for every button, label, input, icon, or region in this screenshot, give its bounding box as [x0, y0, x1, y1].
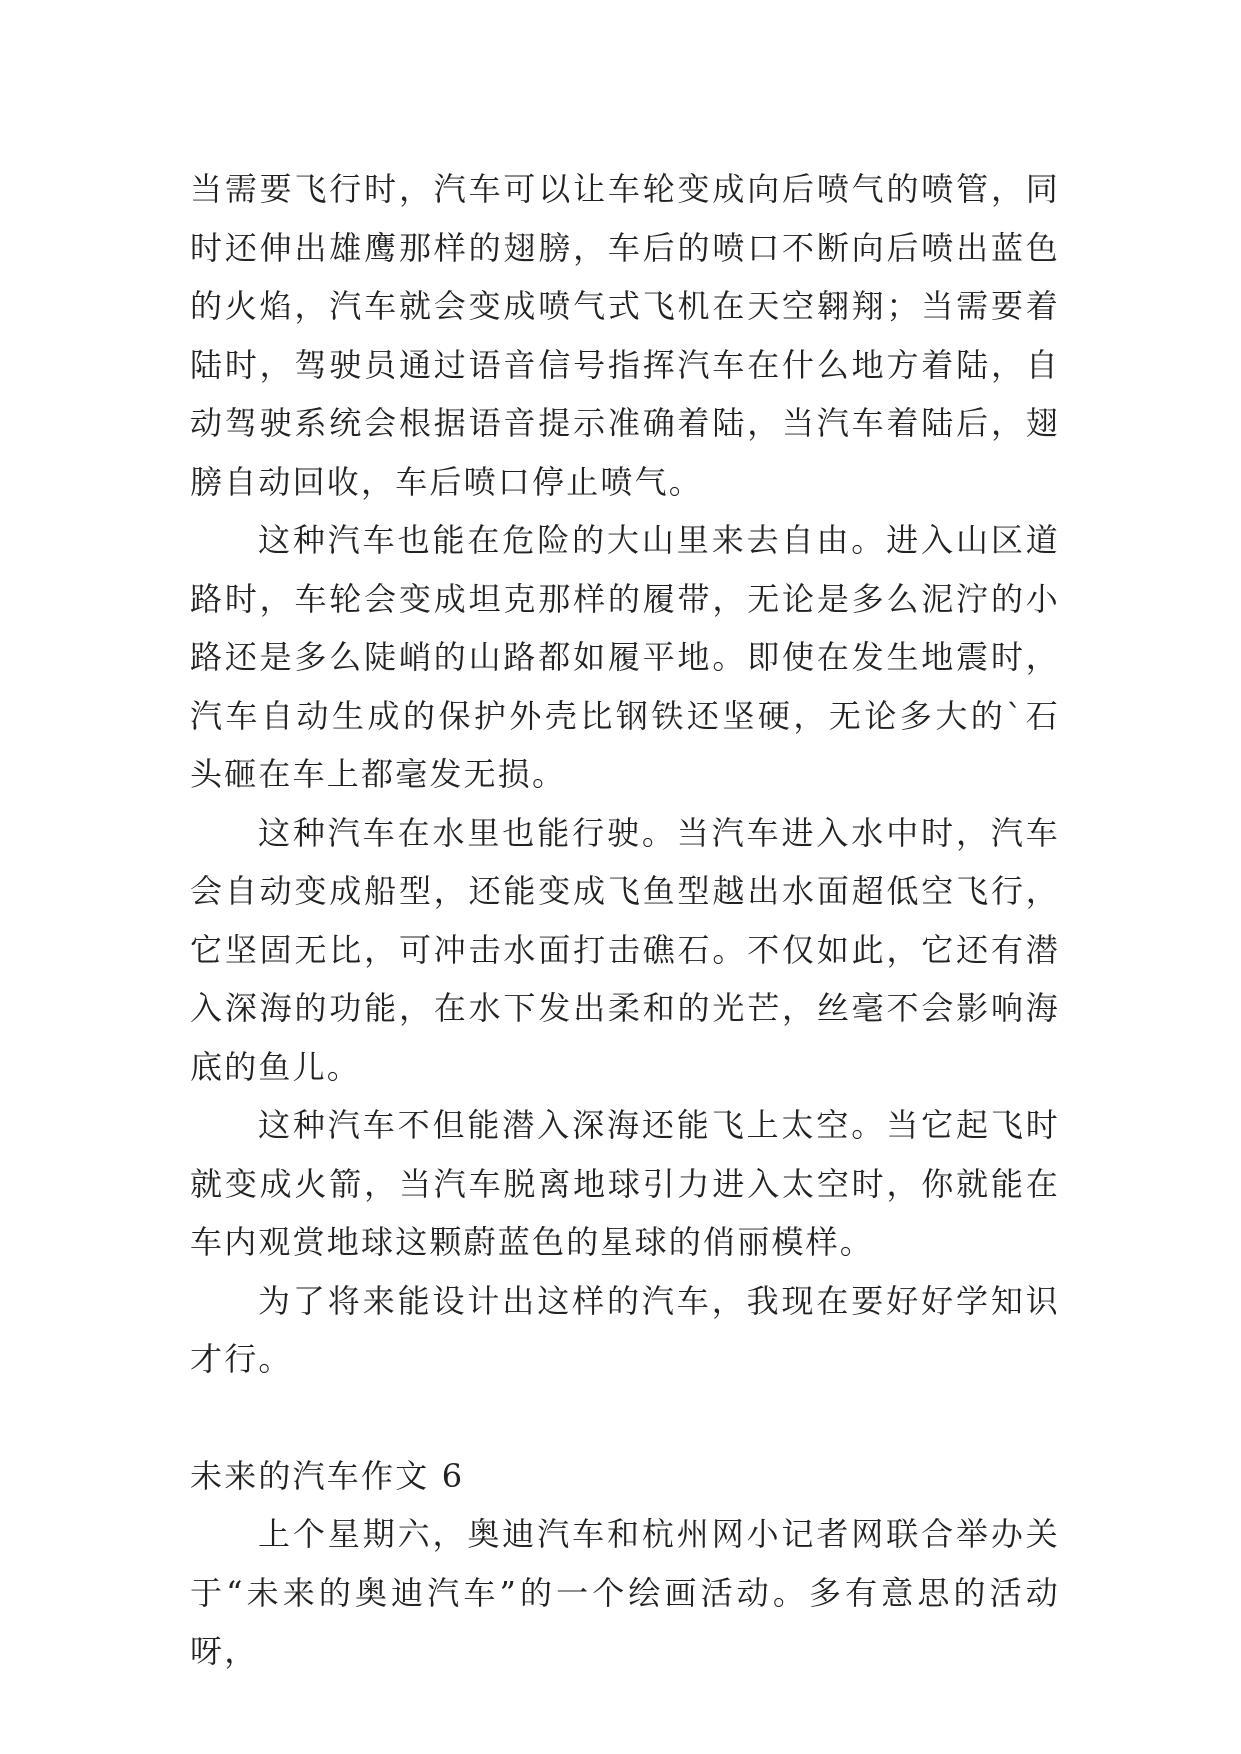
document-body — [190, 160, 1060, 1681]
section-heading: 未来的汽车作文 6 — [190, 1456, 465, 1495]
paragraph-mountain-car: 这种汽车也能在危险的大山里来去自由。进入山区道路时，车轮会变成坦克那样的履带，无论是多么泥泞的小路还是多么陡峭的山路都如履平地。即使在发生地震时，汽车自动生成的保护外壳比钢铁还坚硬，无论多大的`石头砸在车上都毫发无损。 — [190, 521, 1060, 793]
paragraph-space-car: 这种汽车不但能潜入深海还能飞上太空。当它起飞时就变成火箭，当汽车脱离地球引力进入太空时，你就能在车内观赏地球这颗蔚蓝色的星球的俏丽模样。 — [190, 1106, 1060, 1261]
paragraph-water-car: 这种汽车在水里也能行驶。当汽车进入水中时，汽车会自动变成船型，还能变成飞鱼型越出水面超低空飞行，它坚固无比，可冲击水面打击礁石。不仅如此，它还有潜入深海的功能，在水下发出柔和的光芒，丝毫不会影响海底的鱼儿。 — [190, 813, 1060, 1086]
paragraph-audi-event: 上个星期六，奥迪汽车和杭州网小记者网联合举办关于“未来的奥迪汽车”的一个绘画活动。多有意思的活动呀， — [190, 1515, 1060, 1670]
paragraph-conclusion: 为了将来能设计出这样的汽车，我现在要好好学知识才行。 — [190, 1281, 1060, 1378]
paragraph-flying-car: 当需要飞行时，汽车可以让车轮变成向后喷气的喷管，同时还伸出雄鹰那样的翅膀，车后的喷口不断向后喷出蓝色的火焰，汽车就会变成喷气式飞机在天空翱翔；当需要着陆时，驾驶员通过语音信号指挥汽车在什么地方着陆，自动驾驶系统会根据语音提示准确着陆，当汽车着陆后，翅膀自动回收，车后喷口停止喷气。 — [190, 170, 1060, 501]
